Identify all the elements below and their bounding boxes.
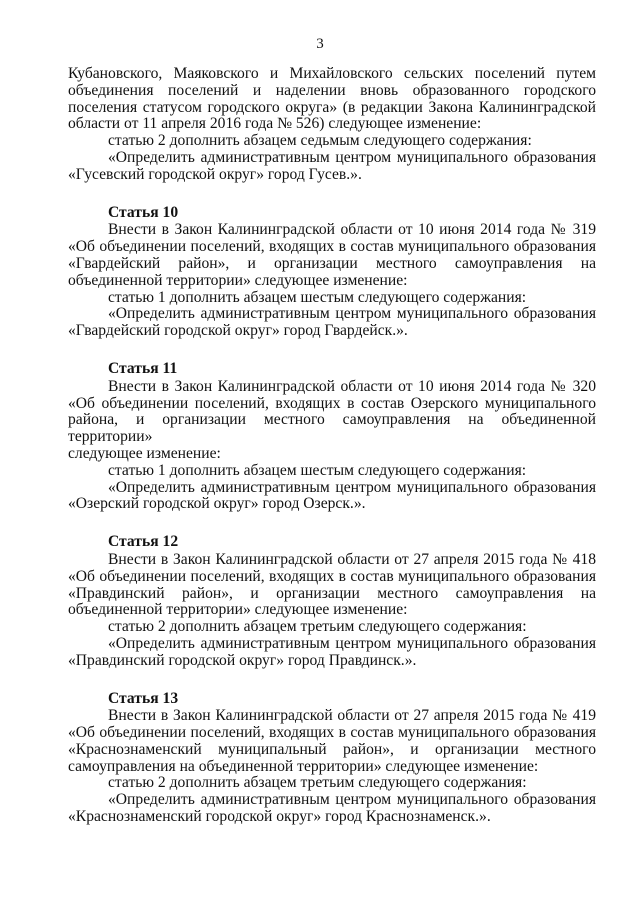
- text-line: объединения поселений и наделении вновь образованного городского: [68, 81, 596, 99]
- text-line: «Гвардейский район», и организации местного самоуправления на: [68, 254, 596, 272]
- text-line: Внести в Закон Калининградской области от 27 апреля 2015 года № 419: [108, 707, 596, 725]
- text-line: поселения статусом городского округа» (в редакции Закона Калининградской: [68, 98, 596, 116]
- text-line: Кубановского, Маяковского и Михайловского сельских поселений путем: [68, 65, 596, 82]
- quote-line: «Гвардейский городской округ» город Гвардейск.».: [68, 322, 408, 340]
- quote-line: «Определить административным центром муниципального образования: [108, 791, 596, 809]
- text-line: «Об объединении поселений, входящих в состав муниципального образования: [68, 567, 596, 585]
- article-10: [68, 205, 596, 340]
- document-body: [68, 66, 596, 826]
- text-line: объединенной территории» следующее изменение:: [68, 271, 408, 289]
- text-line: «Правдинский район», и организации местного самоуправления на: [68, 584, 596, 602]
- text-line: самоуправления на объединенной территории» следующее изменение:: [68, 757, 539, 775]
- article-12: [68, 534, 596, 669]
- text-line: Внести в Закон Калининградской области от 10 июня 2014 года № 320: [108, 377, 596, 395]
- amendment-line: статью 1 дополнить абзацем шестым следующего содержания:: [108, 461, 527, 479]
- article-11: [68, 361, 596, 513]
- article-13: [68, 691, 596, 826]
- article-title: Статья 10: [108, 203, 179, 221]
- quote-line: «Определить административным центром муниципального образования: [108, 478, 596, 496]
- quote-line: «Определить административным центром муниципального образования: [108, 148, 596, 166]
- page-number: 3: [316, 36, 324, 52]
- text-line: Внести в Закон Калининградской области от 27 апреля 2015 года № 418: [108, 550, 596, 568]
- amendment-line: статью 2 дополнить абзацем седьмым следующего содержания:: [108, 132, 532, 150]
- text-line: «Краснознаменский муниципальный район», и организации местного: [68, 740, 596, 758]
- text-line: «Об объединении поселений, входящих в состав Озерского муниципального: [68, 394, 596, 412]
- quote-line: «Определить административным центром муниципального образования: [108, 634, 596, 652]
- quote-line: «Краснознаменский городской округ» город Краснознаменск.».: [68, 808, 491, 826]
- quote-line: «Определить административным центром муниципального образования: [108, 305, 596, 323]
- amendment-line: статью 2 дополнить абзацем третьим следующего содержания:: [108, 774, 527, 792]
- article-title: Статья 13: [108, 689, 179, 707]
- quote-line: «Правдинский городской округ» город Правдинск.».: [68, 651, 417, 669]
- text-line: объединенной территории» следующее изменение:: [68, 601, 408, 619]
- text-line: Внести в Закон Калининградской области от 10 июня 2014 года № 319: [108, 221, 596, 239]
- intro-paragraph: [68, 66, 596, 184]
- quote-line: «Озерский городской округ» город Озерск.».: [68, 495, 366, 513]
- article-title: Статья 12: [108, 533, 179, 551]
- text-line: района, и организации местного самоуправления на объединенной территории»: [68, 411, 596, 446]
- text-line: «Об объединении поселений, входящих в состав муниципального образования: [68, 238, 596, 256]
- amendment-line: статью 1 дополнить абзацем шестым следующего содержания:: [108, 288, 527, 306]
- text-line: следующее изменение:: [68, 444, 221, 462]
- text-line: «Об объединении поселений, входящих в состав муниципального образования: [68, 724, 596, 742]
- text-line: области от 11 апреля 2016 года № 526) следующее изменение:: [68, 115, 482, 133]
- quote-line: «Гусевский городской округ» город Гусев.».: [68, 165, 362, 183]
- amendment-line: статью 2 дополнить абзацем третьим следующего содержания:: [108, 618, 527, 636]
- article-title: Статья 11: [108, 359, 178, 377]
